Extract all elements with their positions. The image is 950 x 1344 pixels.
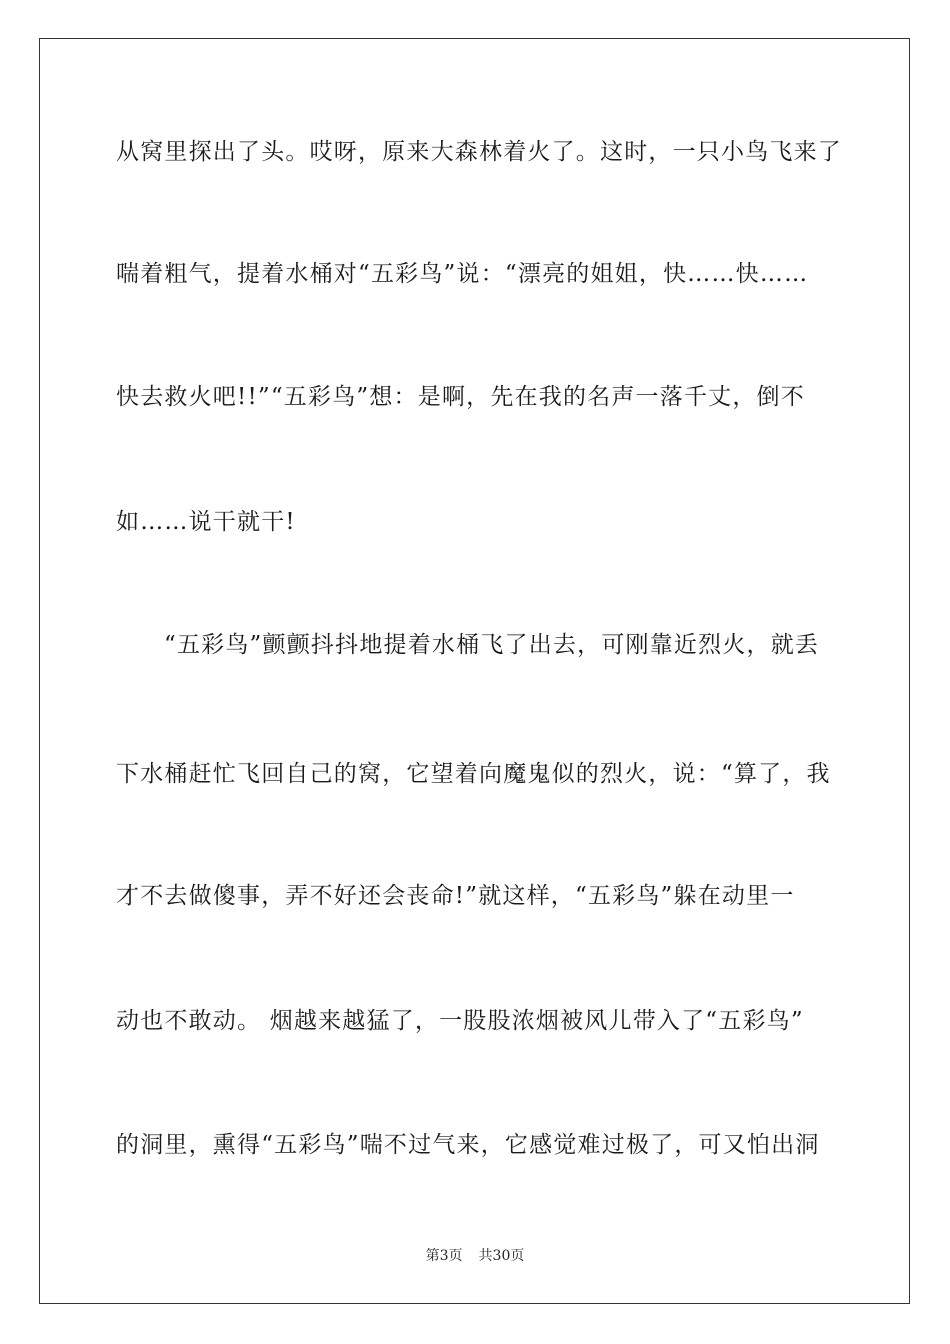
body-text-line: 喘着粗气，提着水桶对“五彩鸟”说：“漂亮的姐姐，快……快…… <box>116 261 809 287</box>
body-text-line: 才不去做傻事，弄不好还会丧命!”就这样，“五彩鸟”躲在动里一 <box>116 883 795 909</box>
body-text-line: 从窝里探出了头。哎呀，原来大森林着火了。这时，一只小鸟飞来了 <box>116 139 842 165</box>
body-text-line: 的洞里，熏得“五彩鸟”喘不过气来，它感觉难过极了，可又怕出洞 <box>116 1132 820 1158</box>
body-text-line: 下水桶赶忙飞回自己的窝，它望着向魔鬼似的烈火，说：“算了，我 <box>116 761 831 787</box>
body-text-line: 快去救火吧!!”“五彩鸟”想：是啊，先在我的名声一落千丈，倒不 <box>116 384 805 410</box>
page-total: 共30页 <box>478 1248 525 1264</box>
paragraph-start-line: “五彩鸟”颤颤抖抖地提着水桶飞了出去，可刚靠近烈火，就丢 <box>164 632 820 658</box>
page-number: 第3页 <box>425 1248 463 1264</box>
page-footer <box>0 1247 950 1265</box>
body-text-line: 动也不敢动。 烟越来越猛了，一股股浓烟被风儿带入了“五彩鸟” <box>116 1008 804 1034</box>
body-text-line: 如……说干就干! <box>116 509 296 535</box>
page-frame <box>39 38 910 1304</box>
